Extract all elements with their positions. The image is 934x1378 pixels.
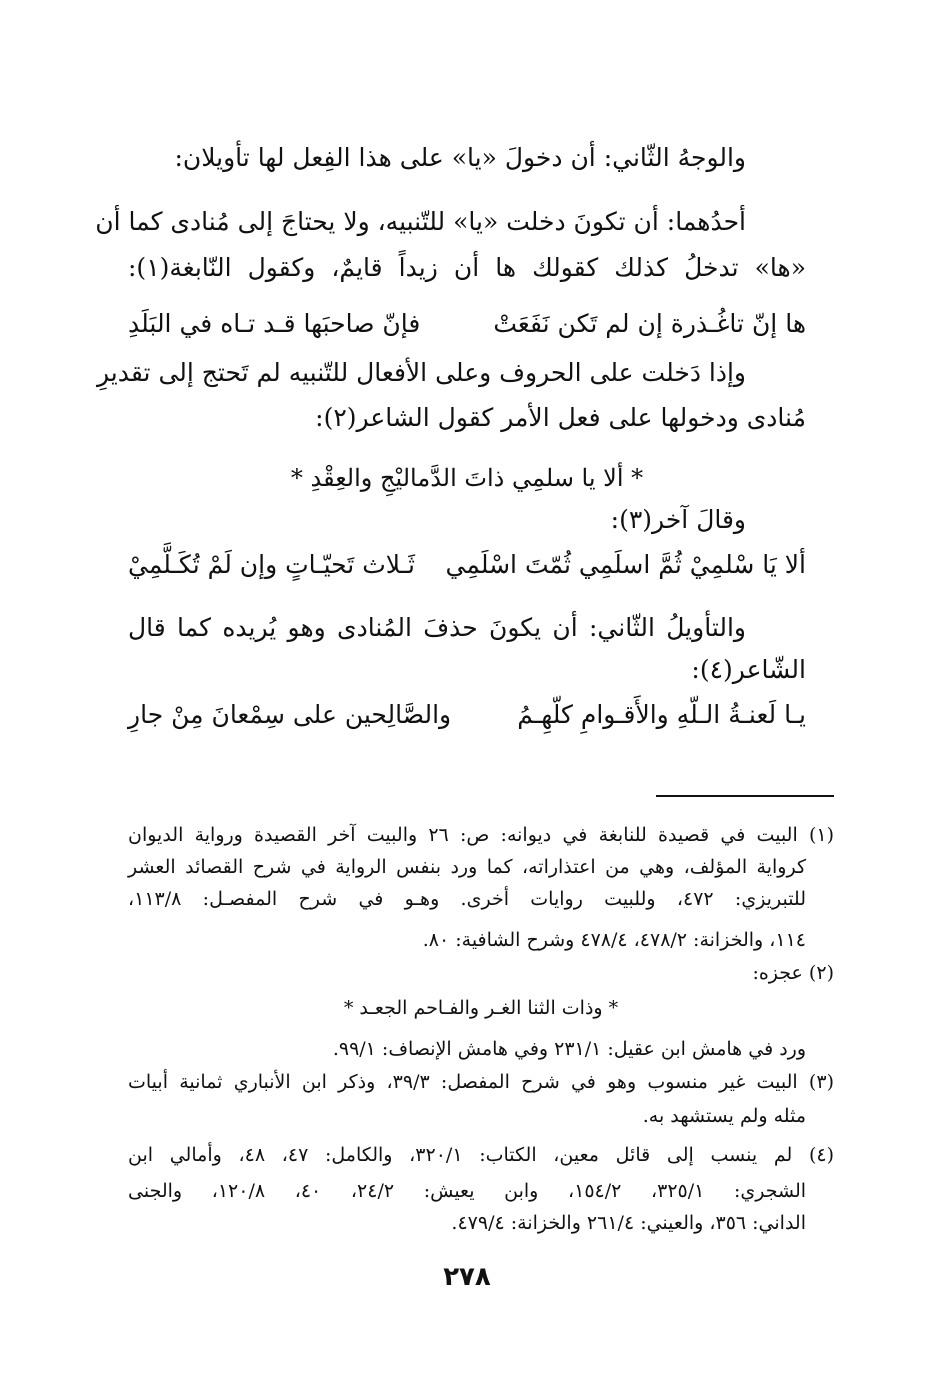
footnote-line: للتبريزي: ٤٧٢، وللبيت روايات أخرى. وهـو في شرح المفصـل: ١١٣/٨، bbox=[128, 888, 807, 910]
verse-line bbox=[128, 304, 806, 344]
body-line: «ها» تدخلُ كذلك كقولك ها أن زيداً قايمٌ، وكقول النّابغة(١): bbox=[128, 253, 806, 282]
page-number: ٢٧٨ bbox=[443, 1262, 491, 1292]
verse-line bbox=[128, 545, 806, 585]
verse-second-hemistich: فإنّ صاحبَها قـد تـاه في البَلَدِ bbox=[128, 309, 421, 338]
footnote-line: ورد في هامش ابن عقيل: ٢٣١/١ وفي هامش الإنصاف: ٩٩/١. bbox=[332, 1038, 806, 1060]
verse-line bbox=[128, 695, 806, 735]
verse-first-hemistich: يـا لَعنـةُ الـلّهِ والأَقـوامِ كلّهِـمُ bbox=[517, 700, 806, 729]
footnote-line: كرواية المؤلف، وهي من اعتذاراته، كما ورد بنفس الرواية في شرح القصائد العشر bbox=[128, 856, 806, 878]
footnote-line: الشجري: ٣٢٥/١، ١٥٤/٢، وابن يعيش: ٢٤/٢، ٤٠، ١٢٠/٨، والجنى bbox=[128, 1180, 807, 1202]
body-line: وإذا دَخلت على الحروف وعلى الأفعال للتّنبيه لم تَحتج إلى تقديرِ bbox=[97, 358, 746, 387]
footnote-line: * وذات الثنا الغـر والفـاحم الجعـد * bbox=[343, 997, 619, 1019]
footnote-line: مثله ولم يستشهد به. bbox=[642, 1105, 806, 1127]
body-line: والتأويلُ الثّاني: أن يكونَ حذفَ المُنادى وهو يُريده كما قال bbox=[128, 613, 746, 642]
half-verse: * ألا يا سلمِي ذاتَ الدَّماليْجِ والعِقْدِ * bbox=[290, 464, 644, 492]
footnote-separator bbox=[656, 795, 834, 797]
footnote-line: (٢) عجزه: bbox=[752, 962, 834, 984]
footnote-line: ١١٤، والخزانة: ٤٧٨/٢، ٤٧٨/٤ وشرح الشافية: ٨٠. bbox=[422, 929, 806, 951]
footnote-line: (٤) لم ينسب إلى قائل معين، الكتاب: ٣٢٠/١، والكامل: ٤٧، ٤٨، وأمالي ابن bbox=[128, 1144, 834, 1166]
footnote-line: الداني: ٣٥٦، والعيني: ٢٦١/٤ والخزانة: ٤٧٩/٤. bbox=[451, 1212, 806, 1234]
verse-first-hemistich: ألا يَا سْلمِيْ ثُمَّ اسلَمِي ثُمّتَ اسْلَمِي bbox=[445, 550, 806, 579]
body-line: مُنادى ودخولها على فعل الأمر كقول الشاعر(٢): bbox=[315, 403, 806, 432]
footnote-line: (٣) البيت غير منسوب وهو في شرح المفصل: ٣٩/٣، وذكر ابن الأنباري ثمانية أبيات bbox=[128, 1071, 834, 1093]
body-line: الشّاعر(٤): bbox=[691, 655, 806, 684]
body-line: وقالَ آخر(٣): bbox=[610, 505, 746, 534]
body-line: أحدُهما: أن تكونَ دخلت «يا» للتّنبيه، ولا يحتاجَ إلى مُنادى كما أن bbox=[95, 207, 746, 236]
body-line: والوجهُ الثّاني: أن دخولَ «يا» على هذا الفِعل لها تأويلان: bbox=[174, 143, 746, 172]
verse-second-hemistich: ثَـلاث تَحيّـاتٍ وإن لَمْ تُكَـلَّمِيْ bbox=[128, 550, 415, 579]
footnote-line: (١) البيت في قصيدة للنابغة في ديوانه: ص: ٢٦ والبيت آخر القصيدة ورواية الديوان bbox=[128, 824, 834, 846]
verse-second-hemistich: والصَّالِحين على سِمْعانَ مِنْ جارِ bbox=[128, 700, 452, 729]
verse-first-hemistich: ها إنّ تاغُـذرة إن لم تَكن نَفَعَتْ bbox=[493, 309, 806, 338]
